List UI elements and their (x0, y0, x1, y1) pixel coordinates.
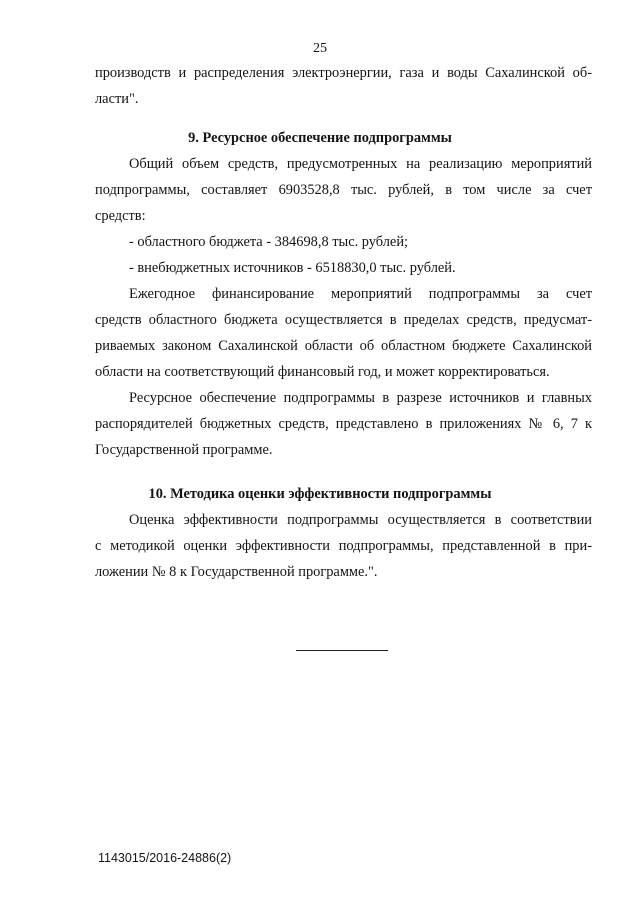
section-9-paragraph-2-line-1: Ежегодное финансирование мероприятий подпрограммы за счет (129, 286, 592, 302)
section-10-paragraph-line-2: с методикой оценки эффективности подпрограммы, представленной в при- (95, 538, 592, 554)
section-9-paragraph-3-line-3: Государственной программе. (95, 442, 273, 458)
section-9-paragraph-2-line-3: риваемых законом Сахалинской области об областном бюджете Сахалинской (95, 338, 592, 354)
funding-item-regional-budget: - областного бюджета - 384698,8 тыс. рублей; (129, 234, 409, 250)
section-9-paragraph-2-line-2: средств областного бюджета осуществляется в пределах средств, предусмат- (95, 312, 592, 328)
section-9-heading: 9. Ресурсное обеспечение подпрограммы (188, 130, 452, 146)
section-10-heading: 10. Методика оценки эффективности подпрограммы (148, 486, 492, 502)
section-9-paragraph-3-line-1: Ресурсное обеспечение подпрограммы в разрезе источников и главных (129, 390, 592, 406)
document-number-footer: 1143015/2016-24886(2) (98, 851, 232, 865)
funding-item-extrabudgetary: - внебюджетных источников - 6518830,0 тыс. рублей. (129, 260, 456, 276)
section-9-paragraph-3-line-2: распорядителей бюджетных средств, представлено в приложениях № 6, 7 к (95, 416, 592, 432)
end-divider (296, 650, 388, 651)
section-10-paragraph-line-3: ложении № 8 к Государственной программе.". (95, 564, 378, 580)
page-number: 25 (313, 41, 327, 56)
section-9-paragraph-1-line-3: средств: (95, 208, 146, 224)
section-10-paragraph-line-1: Оценка эффективности подпрограммы осуществляется в соответствии (129, 512, 592, 528)
section-9-paragraph-1-line-1: Общий объем средств, предусмотренных на реализацию мероприятий (129, 156, 592, 172)
section-9-paragraph-2-line-4: области на соответствующий финансовый год, и может корректироваться. (95, 364, 550, 380)
intro-line-2: ласти". (95, 91, 139, 107)
section-9-paragraph-1-line-2: подпрограммы, составляет 6903528,8 тыс. рублей, в том числе за счет (95, 182, 592, 198)
intro-line-1: производств и распределения электроэнергии, газа и воды Сахалинской об- (95, 65, 592, 81)
